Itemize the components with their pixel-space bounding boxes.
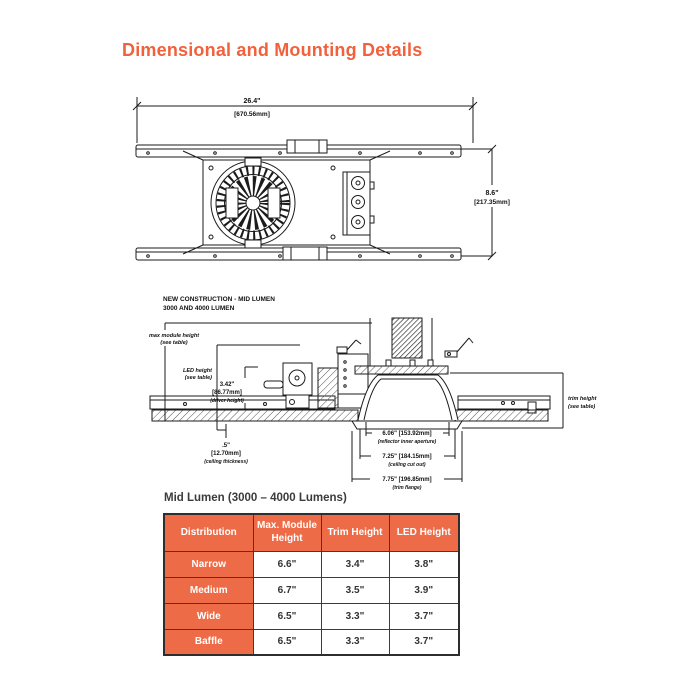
table-cell: 3.9" (389, 577, 459, 603)
table-row (164, 629, 459, 655)
cutout-caption: (ceiling cut out) (388, 462, 426, 468)
table-cell: 3.3" (321, 603, 389, 629)
plan-width-dimension (133, 97, 477, 143)
section-heading-line2: 3000 AND 4000 LUMEN (163, 305, 235, 312)
col-header-max-module-height: Max. Module Height (253, 514, 321, 551)
driver-height-value: 3.42" (219, 382, 235, 388)
driver-height-mm: [86.77mm] (212, 390, 242, 396)
col-header-led-height: LED Height (389, 514, 459, 551)
cutout-value: 7.25" [184.15mm] (382, 454, 432, 460)
table-cell: 6.5" (253, 603, 321, 629)
ceiling-thickness-caption: (ceiling thickness) (204, 459, 248, 465)
max-module-label-2: (see table) (160, 340, 188, 346)
max-module-label-1: max module height (148, 333, 200, 339)
table-cell: 6.7" (253, 577, 321, 603)
table-row (164, 603, 459, 629)
reflector-cone (358, 375, 458, 420)
col-header-trim-height: Trim Height (321, 514, 389, 551)
col-header-distribution: Distribution (164, 514, 253, 551)
trim-flange (352, 421, 462, 429)
driver-height-caption: (driver height) (210, 398, 244, 404)
table-cell: 3.8" (389, 551, 459, 577)
led-height-label-2: (see table) (184, 375, 212, 381)
junction-box-plan (343, 172, 374, 235)
table-cell: 6.5" (253, 629, 321, 655)
mounting-plate (355, 360, 448, 374)
table-title: Mid Lumen (3000 – 4000 Lumens) (164, 492, 347, 504)
driver-block (318, 368, 338, 408)
ceiling-section (152, 410, 548, 421)
aperture-value: 6.06" [153.92mm] (382, 431, 432, 437)
table-cell: 6.6" (253, 551, 321, 577)
trim-height-label-1: trim height (568, 396, 597, 402)
plan-view-drawing (120, 85, 590, 295)
plan-width-mm: [670.56mm] (234, 111, 270, 118)
row-label: Narrow (164, 551, 253, 577)
table-row (164, 577, 459, 603)
flange-caption: (trim flange) (392, 485, 422, 491)
plan-width-inches: 26.4" (243, 98, 261, 105)
table-cell: 3.5" (321, 577, 389, 603)
ceiling-thickness-value: .5" (222, 443, 230, 449)
table-cell: 3.7" (389, 603, 459, 629)
row-label: Wide (164, 603, 253, 629)
plan-height-mm: [217.35mm] (474, 199, 510, 206)
dimensions-table (163, 513, 460, 656)
row-label: Baffle (164, 629, 253, 655)
led-height-label-1: LED height (182, 368, 212, 374)
led-module-column (370, 318, 432, 366)
table-header-row (164, 514, 459, 551)
table-row (164, 551, 459, 577)
row-label: Medium (164, 577, 253, 603)
section-view-drawing (140, 290, 630, 500)
table-cell: 3.3" (321, 629, 389, 655)
table-cell: 3.7" (389, 629, 459, 655)
trim-height-label-2: (see table) (568, 404, 596, 410)
plan-height-inches: 8.6" (485, 190, 499, 197)
ceiling-thickness-mm: [12.70mm] (211, 451, 241, 457)
page-title: Dimensional and Mounting Details (122, 40, 423, 60)
flange-value: 7.75" [196.85mm] (382, 477, 432, 483)
table-cell: 3.4" (321, 551, 389, 577)
aperture-caption: (reflector inner aperture) (377, 439, 437, 445)
section-heading-line1: NEW CONSTRUCTION - MID LUMEN (163, 296, 275, 303)
